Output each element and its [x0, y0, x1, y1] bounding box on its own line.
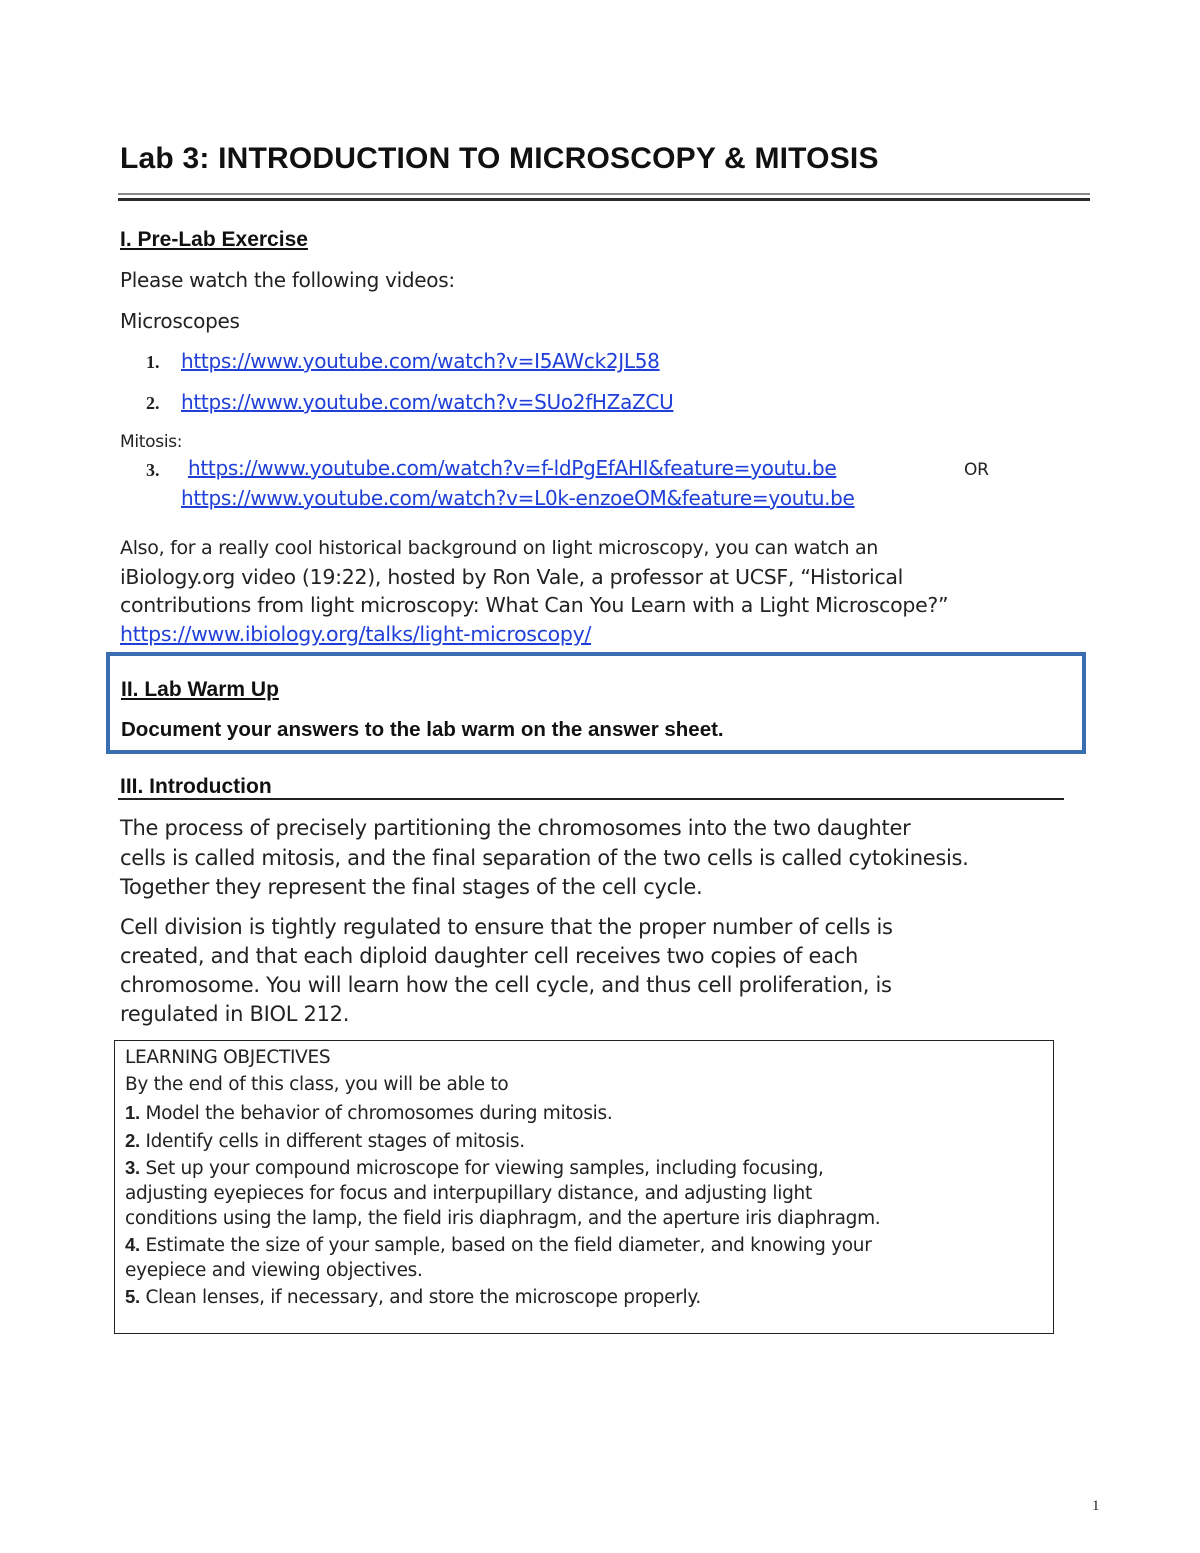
objective-item-3 [125, 1155, 1045, 1232]
objective-item-5 [125, 1283, 1045, 1312]
intro-paragraph-1 [120, 814, 1080, 903]
prelab-heading: I. Pre-Lab Exercise [120, 228, 308, 251]
paragraph-line: iBiology.org video (19:22), hosted by Ron Vale, a professor at UCSF, “Historical [120, 564, 904, 589]
objective-text: adjusting eyepieces for focus and interpupillary distance, and adjusting light [125, 1183, 812, 1204]
video-link-1[interactable]: https://www.youtube.com/watch?v=I5AWck2JL58 [181, 349, 660, 373]
objective-text: conditions using the lamp, the field iris diaphragm, and the aperture iris diaphragm. [125, 1208, 881, 1229]
objectives-heading: LEARNING OBJECTIVES [125, 1047, 331, 1068]
paragraph-line: contributions from light microscopy: What Can You Learn with a Light Microscope?” [120, 593, 949, 617]
intro-underline [118, 798, 1064, 800]
paragraph-line: Also, for a really cool historical background on light microscopy, you can watch an [120, 537, 879, 559]
objective-text: eyepiece and viewing objectives. [125, 1260, 423, 1281]
intro-heading: III. Introduction [120, 775, 272, 798]
list-number: 2. [146, 393, 160, 413]
objective-number: 5. [125, 1286, 140, 1307]
paragraph-line: Together they represent the final stages of the cell cycle. [120, 875, 703, 899]
objective-number: 1. [125, 1102, 140, 1123]
video-link-4[interactable]: https://www.youtube.com/watch?v=L0k-enzoeOM&feature=youtu.be [181, 486, 855, 510]
title-rule-thick [118, 198, 1090, 201]
objectives-content [125, 1045, 1045, 1312]
paragraph-line: Cell division is tightly regulated to ensure that the proper number of cells is [120, 915, 893, 939]
paragraph-line: regulated in BIOL 212. [120, 1002, 350, 1026]
objective-text: Model the behavior of chromosomes during mitosis. [145, 1103, 613, 1124]
warmup-text: Document your answers to the lab warm on the answer sheet. [121, 718, 724, 741]
paragraph-line: cells is called mitosis, and the final separation of the two cells is called cytokinesis. [120, 845, 969, 870]
prelab-intro: Please watch the following videos: [120, 268, 455, 292]
ibiology-paragraph [120, 534, 1080, 648]
objective-text: Set up your compound microscope for viewing samples, including focusing, [145, 1158, 824, 1179]
list-number: 3. [146, 460, 160, 480]
objective-item-1 [125, 1099, 1045, 1127]
title-rule-thin [118, 193, 1090, 195]
or-text: OR [964, 460, 989, 480]
video-link-3[interactable]: https://www.youtube.com/watch?v=f-ldPgEfAHI&feature=youtu.be [188, 456, 837, 480]
ibiology-link[interactable]: https://www.ibiology.org/talks/light-microscopy/ [120, 621, 592, 646]
objective-item-4 [125, 1232, 1045, 1283]
objective-item-2 [125, 1127, 1045, 1155]
objective-text: Identify cells in different stages of mitosis. [145, 1131, 525, 1152]
paragraph-line: created, and that each diploid daughter cell receives two copies of each [120, 944, 858, 968]
page-number: 1 [1092, 1498, 1100, 1514]
video-link-2[interactable]: https://www.youtube.com/watch?v=SUo2fHZaZCU [181, 390, 674, 414]
intro-paragraph-2 [120, 913, 1080, 1029]
page-title: Lab 3: INTRODUCTION TO MICROSCOPY & MITOSIS [120, 142, 879, 175]
objective-number: 3. [125, 1157, 140, 1178]
objective-text: Estimate the size of your sample, based on the field diameter, and knowing your [145, 1235, 872, 1256]
objective-text: Clean lenses, if necessary, and store the microscope properly. [145, 1287, 701, 1308]
mitosis-label: Mitosis: [120, 432, 183, 452]
paragraph-line: The process of precisely partitioning the chromosomes into the two daughter [120, 816, 911, 840]
paragraph-line: chromosome. You will learn how the cell cycle, and thus cell proliferation, is [120, 973, 892, 997]
microscopes-label: Microscopes [120, 309, 240, 333]
objectives-intro: By the end of this class, you will be able to [125, 1074, 509, 1095]
list-number: 1. [146, 352, 160, 372]
objective-number: 4. [125, 1234, 140, 1255]
warmup-heading: II. Lab Warm Up [121, 678, 279, 701]
objective-number: 2. [125, 1130, 140, 1151]
